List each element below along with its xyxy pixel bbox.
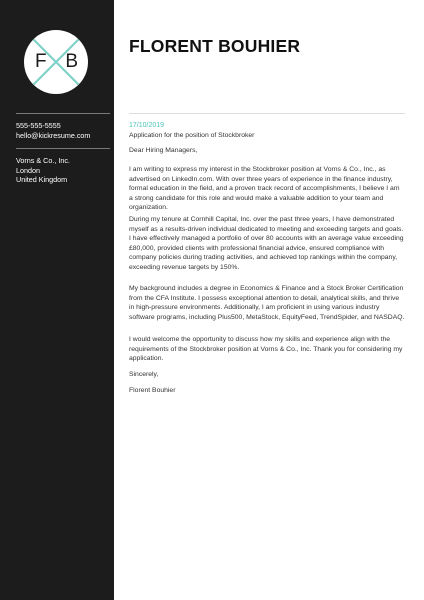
letter-paragraph: I am writing to express my interest in the Stockbroker position at Vorns & Co., Inc., as advertised on LinkedIn.com. With over three years of experience in the finance industry, formal education in the field, and a proven track record of accomplishments, I believe I am a strong candidate for this role and would make a valuable addition to your team and organization.: [129, 166, 400, 212]
letter-paragraph: My background includes a degree in Economics & Finance and a Stock Broker Certification from the CFA Institute. I possess exceptional attention to detail, analytical skills, and thrive in high-pressure environments. Additionally, I am proficient in using various industry software programs, including Plus500, MetaStock, EquityFeed, TrendSpider, and NASDAQ.: [129, 285, 405, 321]
contact-block: [16, 121, 112, 140]
recipient-country: United Kingdom: [16, 175, 68, 185]
letter-signature: Florent Bouhier: [129, 387, 176, 394]
recipient-address-block: [16, 156, 112, 185]
letter-date: 17/10/2019: [129, 122, 165, 129]
letter-paragraph: During my tenure at Cornhill Capital, Inc. over the past three years, I have demonstrated myself as a results-driven individual dedicated to meeting and exceeding targets and goals. I have effectively managed a portfolio of over 80 accounts with an average value exceeding £80,000, provided clients with professional financial advice, ensured compliance with company policies during trading activities, and achieved top rankings within the company, exceeding revenue targets by 150%.: [129, 216, 404, 271]
letter-closing: Sincerely,: [129, 371, 159, 378]
email-address: hello@kickresume.com: [16, 130, 91, 140]
sidebar-divider: [16, 148, 110, 149]
letter-paragraph: I would welcome the opportunity to discuss how my skills and experience align with the requirements of the Stockbroker position at Vorns & Co., Inc. Thank you for considering my application.: [129, 336, 403, 363]
phone-number: 555-555-5555: [16, 121, 61, 130]
recipient-city: London: [16, 165, 40, 175]
sidebar: [0, 0, 114, 600]
monogram-first-initial: F: [35, 51, 47, 72]
applicant-name: FLORENT BOUHIER: [129, 36, 301, 56]
letter-greeting: Dear Hiring Managers,: [129, 147, 198, 154]
recipient-company: Vorns & Co., Inc.: [16, 156, 70, 165]
letter-subject: Application for the position of Stockbroker: [129, 132, 255, 139]
monogram-last-initial: B: [65, 51, 78, 72]
monogram-logo: [24, 30, 88, 94]
header-divider: [129, 113, 405, 114]
monogram-cross-icon: [24, 30, 88, 94]
sidebar-divider: [16, 113, 110, 114]
